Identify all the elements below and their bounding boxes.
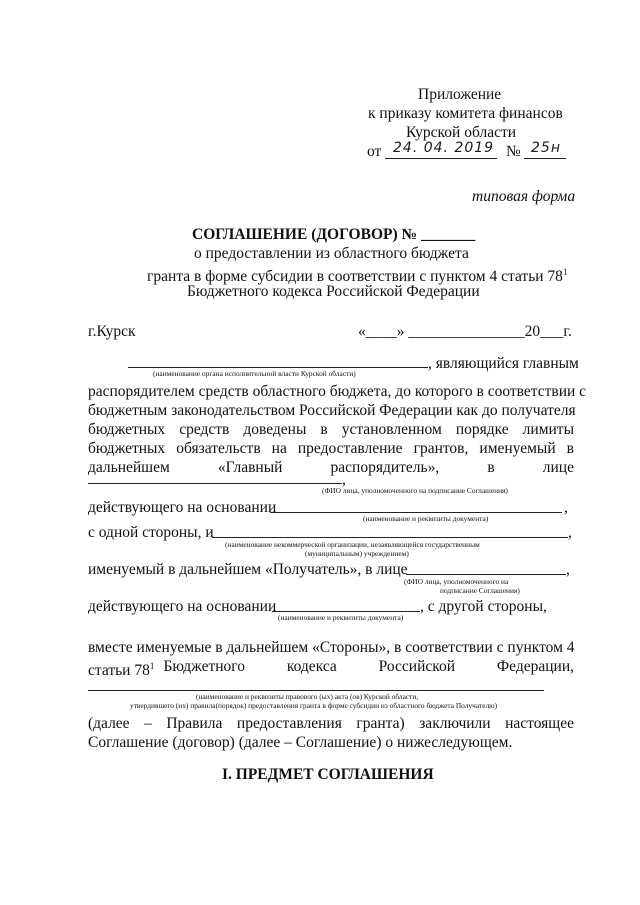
legal-act-note-2: утвердившего (их) правила(порядок) предоставления гранта в форме субсидии из областного бюджета Получателю): [130, 701, 498, 710]
rules-line-1: (далее – Правила предоставления гранта) заключили настоящее: [88, 715, 574, 732]
basis-comma-1: ,: [564, 499, 568, 516]
authority-tail: , являющийся главным: [428, 355, 579, 372]
together-article-superscript: 1: [149, 661, 155, 671]
article-superscript: 1: [562, 267, 568, 277]
one-side: с одной стороны, и: [88, 524, 214, 541]
agreement-title: СОГЛАШЕНИЕ (ДОГОВОР) № _______: [192, 226, 476, 243]
appendix-number-underline: [524, 158, 566, 159]
agreement-subtitle-3: Бюджетного кодекса Российской Федерации: [187, 283, 480, 300]
body-line-1: распорядителем средств областного бюджета, до которого в соответствии с: [88, 383, 587, 400]
recipient-note-2: подписание Соглашения): [440, 586, 520, 595]
representative-name-line: [88, 483, 342, 484]
representative-comma: ,: [342, 471, 346, 488]
rules-line-2: Соглашение (договор) (далее – Соглашение) о нижеследующем.: [88, 734, 513, 751]
representative-note: (ФИО лица, уполномоченного на подписание Соглашения): [322, 486, 508, 495]
appendix-line-3: Курской области: [406, 124, 517, 141]
basis-note-1: (наименование и реквизиты документа): [363, 514, 489, 523]
authority-note: (наименование органа исполнительной власти Курской области): [153, 369, 356, 378]
acting-basis-1: действующего на основании: [88, 499, 277, 516]
authority-name-line: [128, 367, 428, 368]
together-line-2-start: [88, 657, 154, 680]
together-line-2: [88, 657, 574, 680]
together-article: статьи 78: [88, 662, 150, 680]
section-1-title: I. ПРЕДМЕТ СОГЛАШЕНИЯ: [222, 766, 434, 783]
body-line-2: бюджетным законодательством Российской Федерации как до получателя: [88, 402, 576, 419]
agreement-subtitle-2-text: гранта в форме субсидии в соответствии с пунктом 4 статьи 78: [147, 268, 563, 286]
acting-basis-2: действующего на основании: [88, 598, 277, 615]
together-line-2-end: Бюджетного кодекса Российской Федерации,: [163, 658, 574, 675]
place-city: г.Курск: [88, 323, 136, 340]
recipient-comma: ,: [566, 561, 570, 578]
recipient-representative-line: [406, 574, 566, 575]
recipient-note-1: (ФИО лица, уполномоченного на: [404, 577, 509, 586]
legal-act-line: [88, 690, 544, 691]
body-line-5: дальнейшем «Главный распорядитель», в лице: [88, 459, 574, 476]
form-type: типовая форма: [472, 188, 576, 205]
body-line-3: бюджетных средств доведены в установленном порядке лимиты: [88, 421, 574, 438]
legal-act-note-1: (наименование и реквизиты правового (ых) акта (ов) Курской области,: [196, 692, 419, 701]
appendix-line-1: Приложение: [418, 86, 502, 103]
organization-name-line: [212, 537, 568, 538]
recipient-line: именуемый в дальнейшем «Получатель», в лице: [88, 561, 408, 578]
organization-note-2: (муниципальным) учреждением): [305, 549, 409, 558]
basis-document-line-1: [270, 512, 562, 513]
appendix-line-2: к приказу комитета финансов: [368, 105, 563, 122]
other-side: , с другой стороны,: [420, 598, 547, 615]
appendix-date-prefix: от: [367, 143, 382, 160]
basis-note-2: (наименование и реквизиты документа): [278, 613, 404, 622]
organization-comma: ,: [568, 524, 572, 541]
appendix-number-sign: №: [506, 143, 521, 160]
body-line-4: бюджетных обязательств на предоставление грантов, именуемый в: [88, 440, 574, 457]
agreement-subtitle-1: о предоставлении из областного бюджета: [194, 245, 469, 262]
together-line-1: вместе именуемые в дальнейшем «Стороны», в соответствии с пунктом 4: [88, 639, 575, 656]
basis-document-line-2: [272, 611, 420, 612]
appendix-date-underline: [385, 158, 497, 159]
place-date-template: «____» _______________20___г.: [358, 323, 572, 340]
appendix-date-value: 24. 04. 2019: [393, 140, 495, 156]
appendix-number-value: 25н: [531, 140, 561, 156]
organization-note-1: (наименование некоммерческой организации, незаявляющейся государственным: [225, 540, 480, 549]
